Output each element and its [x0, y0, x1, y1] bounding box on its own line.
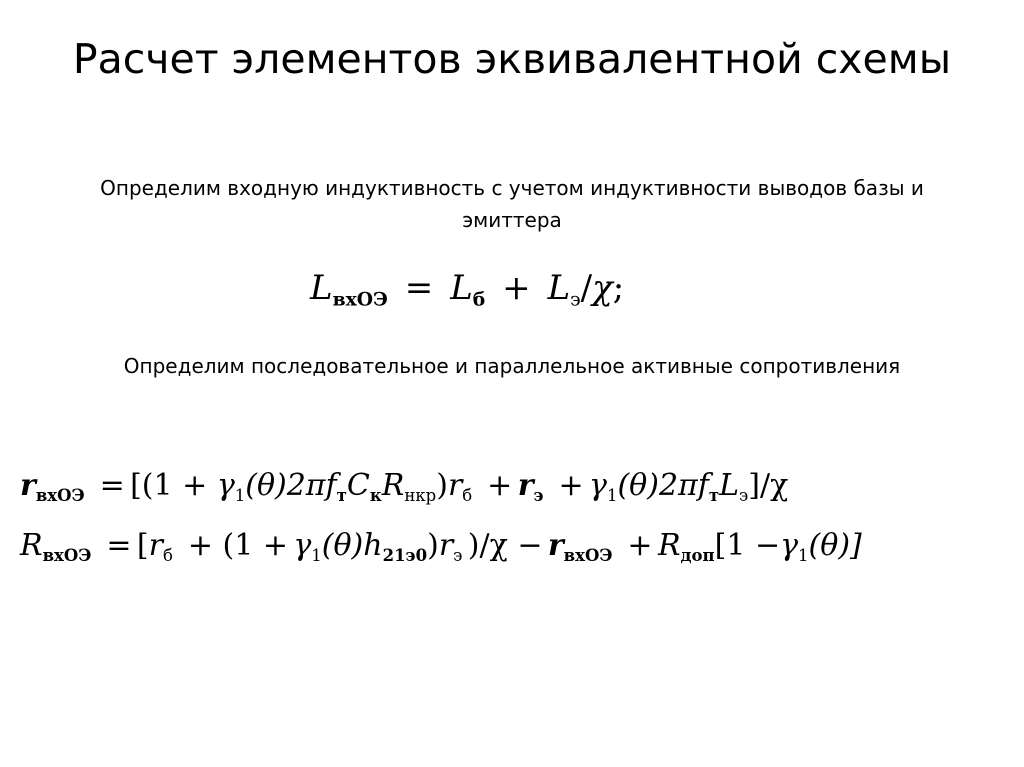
formula-series-resistance: rвхОЭ = [$(1 + \gamma_1(\theta)2\pi fтCкR_{нкр})r_б$ + rэ + $\gamma_1(\theta)2\pi fтL_э]/\chi$: [20, 468, 789, 505]
slide-title: Расчет элементов эквивалентной схемы: [72, 35, 952, 83]
formula-input-inductance: LвхОЭ = Lб + $L_э/\chi$;: [310, 268, 625, 311]
intro-text-resistance: Определим последовательное и параллельное активные сопротивления: [123, 354, 901, 378]
intro-text-inductance: Определим входную индуктивность с учетом индуктивности выводов базы и эмиттера: [100, 176, 924, 232]
formula-parallel-resistance: RвхОЭ = [$r_б + (1 + \gamma_1(\theta)h21э0)r_э$ )/χ − rвхОЭ + Rдоп[1 $-\gamma_1(\theta)$]: [20, 528, 862, 565]
